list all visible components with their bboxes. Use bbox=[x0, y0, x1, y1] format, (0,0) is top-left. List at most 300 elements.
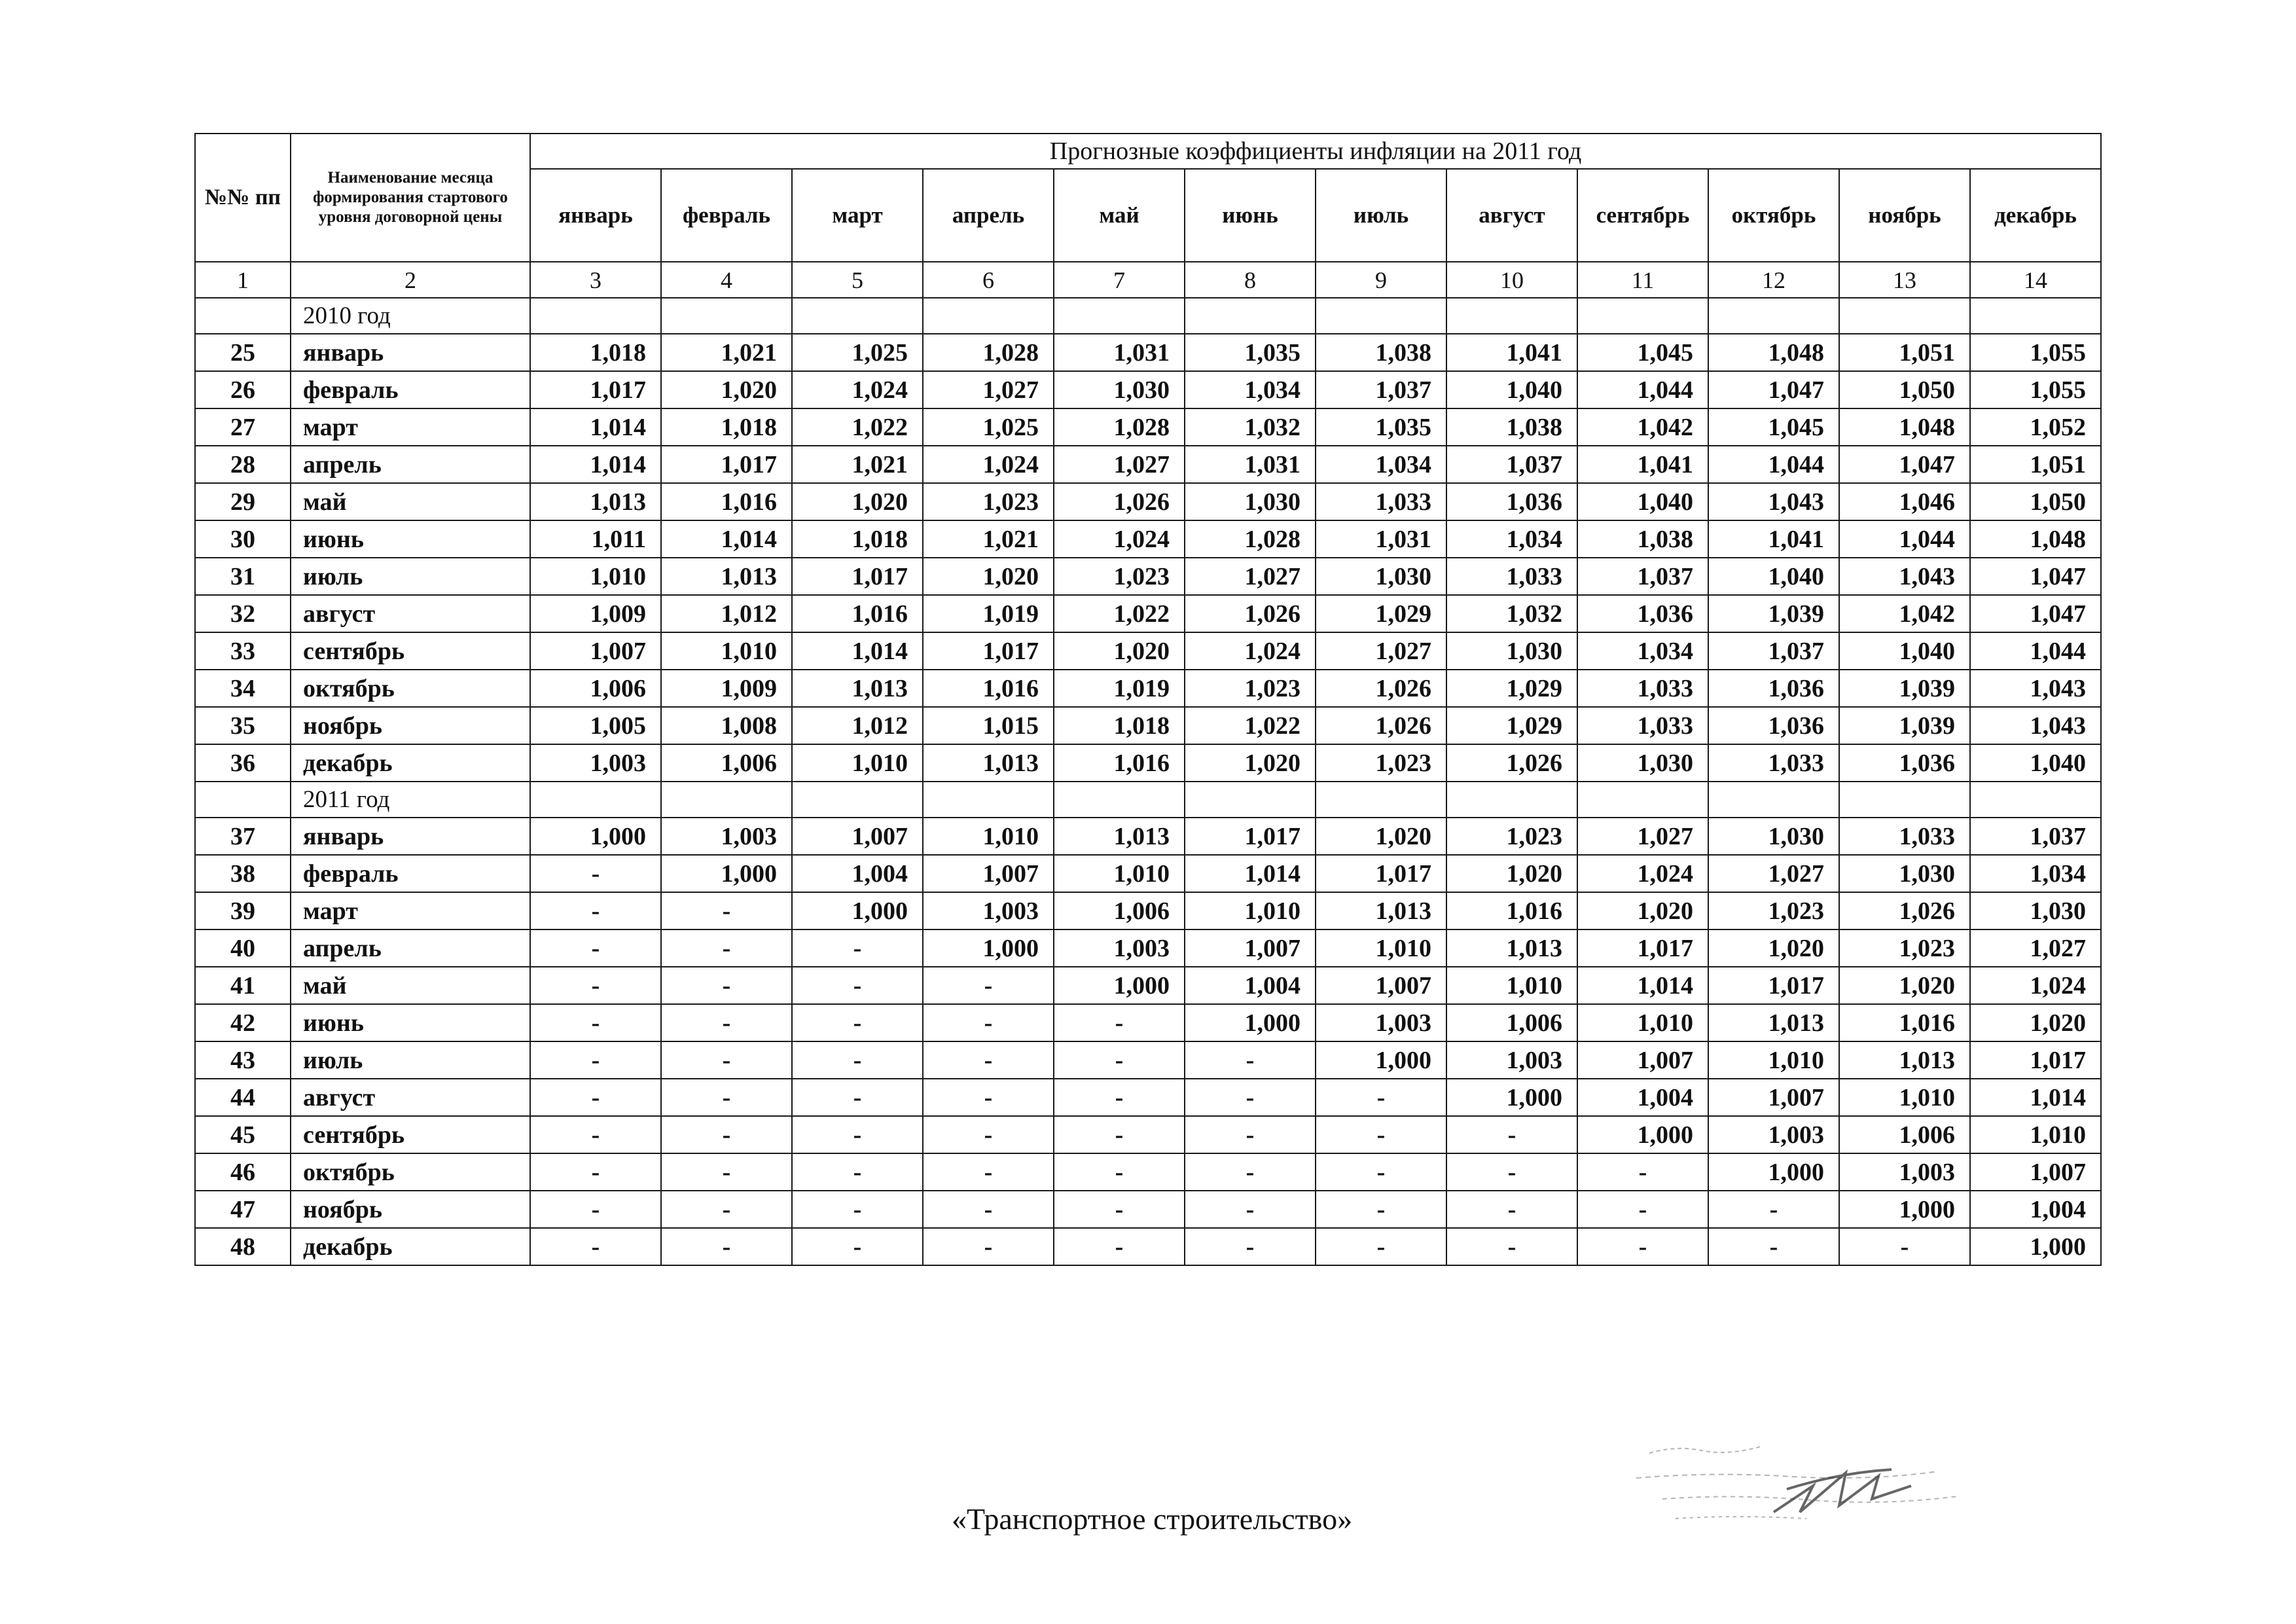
coefficient-cell: - bbox=[1316, 1153, 1446, 1191]
coefficient-cell: - bbox=[792, 1041, 923, 1079]
coefficient-cell: 1,038 bbox=[1316, 334, 1446, 371]
table-row bbox=[195, 744, 2101, 782]
coefficient-cell: - bbox=[661, 929, 792, 967]
coefficient-cell: 1,000 bbox=[1708, 1153, 1839, 1191]
coefficient-cell: 1,022 bbox=[1054, 595, 1185, 632]
coefficient-cell: 1,010 bbox=[1054, 855, 1185, 892]
coefficient-cell: 1,032 bbox=[1185, 408, 1316, 446]
coefficient-cell: 1,037 bbox=[1446, 446, 1577, 483]
coefficient-cell: - bbox=[1054, 1079, 1185, 1116]
coefficient-cell: 1,027 bbox=[1577, 818, 1708, 855]
coefficient-cell: 1,017 bbox=[1577, 929, 1708, 967]
coefficient-cell: - bbox=[1708, 1228, 1839, 1265]
coefficient-cell: 1,027 bbox=[1970, 929, 2101, 967]
coefficient-cell: 1,000 bbox=[923, 929, 1054, 967]
coefficient-cell: - bbox=[792, 1228, 923, 1265]
row-number: 37 bbox=[195, 818, 291, 855]
month-header-11: ноябрь bbox=[1839, 169, 1970, 262]
coefficient-cell: - bbox=[1446, 1228, 1577, 1265]
coefficient-cell: 1,026 bbox=[1446, 744, 1577, 782]
coefficient-cell: 1,020 bbox=[1970, 1004, 2101, 1041]
coefficient-cell: - bbox=[530, 1004, 661, 1041]
coefficient-cell: 1,020 bbox=[661, 371, 792, 408]
coefficient-cell: - bbox=[1054, 1041, 1185, 1079]
coefficient-cell: 1,051 bbox=[1970, 446, 2101, 483]
coefficient-cell: - bbox=[1316, 1116, 1446, 1153]
row-month-name: июль bbox=[291, 1041, 530, 1079]
coefficient-cell: 1,007 bbox=[1185, 929, 1316, 967]
row-number: 35 bbox=[195, 707, 291, 744]
table-row bbox=[195, 1041, 2101, 1079]
coefficient-cell: - bbox=[1185, 1079, 1316, 1116]
column-number-cell: 10 bbox=[1446, 262, 1577, 298]
row-month-name: февраль bbox=[291, 371, 530, 408]
coefficient-cell: 1,047 bbox=[1970, 595, 2101, 632]
coefficient-cell: 1,030 bbox=[1970, 892, 2101, 929]
coefficient-cell: 1,038 bbox=[1446, 408, 1577, 446]
coefficient-cell: - bbox=[1185, 1116, 1316, 1153]
row-month-name: июнь bbox=[291, 520, 530, 558]
coefficient-cell: - bbox=[1577, 1228, 1708, 1265]
year-row-empty-cell bbox=[1839, 298, 1970, 334]
coefficient-cell: 1,019 bbox=[923, 595, 1054, 632]
coefficient-cell: 1,033 bbox=[1577, 670, 1708, 707]
coefficient-cell: 1,015 bbox=[923, 707, 1054, 744]
coefficient-cell: 1,034 bbox=[1970, 855, 2101, 892]
coefficient-cell: 1,043 bbox=[1970, 707, 2101, 744]
coefficient-cell: 1,043 bbox=[1970, 670, 2101, 707]
row-month-name: апрель bbox=[291, 929, 530, 967]
table-row bbox=[195, 670, 2101, 707]
coefficient-cell: 1,003 bbox=[1446, 1041, 1577, 1079]
seal-signature-stamp bbox=[1623, 1427, 2068, 1538]
coefficient-cell: - bbox=[792, 1079, 923, 1116]
coefficient-cell: - bbox=[661, 1228, 792, 1265]
table-row bbox=[195, 483, 2101, 520]
coefficient-cell: 1,029 bbox=[1446, 707, 1577, 744]
year-row-empty-cell bbox=[530, 298, 661, 334]
table-row bbox=[195, 446, 2101, 483]
coefficient-cell: 1,038 bbox=[1577, 520, 1708, 558]
year-row-empty-cell bbox=[1970, 782, 2101, 818]
coefficient-cell: 1,040 bbox=[1708, 558, 1839, 595]
coefficient-cell: 1,010 bbox=[1316, 929, 1446, 967]
column-number-cell: 5 bbox=[792, 262, 923, 298]
coefficient-cell: 1,017 bbox=[1970, 1041, 2101, 1079]
coefficient-cell: 1,026 bbox=[1054, 483, 1185, 520]
coefficient-cell: 1,017 bbox=[1708, 967, 1839, 1004]
coefficient-cell: - bbox=[923, 1228, 1054, 1265]
coefficient-cell: - bbox=[1185, 1153, 1316, 1191]
coefficient-cell: 1,014 bbox=[792, 632, 923, 670]
coefficient-cell: - bbox=[530, 1116, 661, 1153]
coefficient-cell: 1,010 bbox=[923, 818, 1054, 855]
coefficient-cell: 1,041 bbox=[1708, 520, 1839, 558]
row-number: 46 bbox=[195, 1153, 291, 1191]
row-number: 41 bbox=[195, 967, 291, 1004]
coefficient-cell: 1,019 bbox=[1054, 670, 1185, 707]
coefficient-cell: 1,043 bbox=[1708, 483, 1839, 520]
coefficient-cell: 1,007 bbox=[923, 855, 1054, 892]
coefficient-cell: 1,026 bbox=[1185, 595, 1316, 632]
coefficient-cell: 1,034 bbox=[1577, 632, 1708, 670]
row-month-name: июль bbox=[291, 558, 530, 595]
coefficient-cell: 1,018 bbox=[661, 408, 792, 446]
row-number: 47 bbox=[195, 1191, 291, 1228]
coefficient-cell: 1,052 bbox=[1970, 408, 2101, 446]
coefficient-cell: - bbox=[792, 1004, 923, 1041]
coefficient-cell: 1,023 bbox=[1054, 558, 1185, 595]
year-row-empty-cell bbox=[792, 782, 923, 818]
row-number: 28 bbox=[195, 446, 291, 483]
coefficient-cell: 1,028 bbox=[1185, 520, 1316, 558]
month-header-8: август bbox=[1446, 169, 1577, 262]
column-number-cell: 14 bbox=[1970, 262, 2101, 298]
row-month-name: октябрь bbox=[291, 670, 530, 707]
coefficient-cell: 1,042 bbox=[1577, 408, 1708, 446]
coefficient-cell: 1,039 bbox=[1839, 707, 1970, 744]
coefficient-cell: 1,014 bbox=[530, 408, 661, 446]
row-month-name: декабрь bbox=[291, 744, 530, 782]
coefficient-cell: - bbox=[1708, 1191, 1839, 1228]
coefficient-cell: 1,024 bbox=[792, 371, 923, 408]
column-number-cell: 3 bbox=[530, 262, 661, 298]
coefficient-cell: 1,013 bbox=[1708, 1004, 1839, 1041]
coefficient-cell: 1,007 bbox=[1316, 967, 1446, 1004]
coefficient-cell: 1,035 bbox=[1185, 334, 1316, 371]
forecast-title-header: Прогнозные коэффициенты инфляции на 2011 год bbox=[530, 134, 2101, 169]
month-header-4: апрель bbox=[923, 169, 1054, 262]
coefficient-cell: 1,013 bbox=[792, 670, 923, 707]
coefficient-cell: 1,048 bbox=[1839, 408, 1970, 446]
coefficient-cell: 1,017 bbox=[661, 446, 792, 483]
year-row-empty-cell bbox=[1970, 298, 2101, 334]
coefficient-cell: 1,030 bbox=[1839, 855, 1970, 892]
coefficient-cell: 1,037 bbox=[1577, 558, 1708, 595]
row-month-name: май bbox=[291, 967, 530, 1004]
coefficient-cell: - bbox=[1577, 1153, 1708, 1191]
coefficient-cell: 1,005 bbox=[530, 707, 661, 744]
month-header-3: март bbox=[792, 169, 923, 262]
coefficient-cell: 1,000 bbox=[1316, 1041, 1446, 1079]
row-month-name: сентябрь bbox=[291, 1116, 530, 1153]
coefficient-cell: - bbox=[1054, 1116, 1185, 1153]
coefficient-cell: 1,000 bbox=[530, 818, 661, 855]
month-header-2: февраль bbox=[661, 169, 792, 262]
coefficient-cell: 1,008 bbox=[661, 707, 792, 744]
year-row-empty-cell bbox=[1054, 782, 1185, 818]
coefficient-cell: 1,003 bbox=[530, 744, 661, 782]
coefficient-cell: 1,018 bbox=[792, 520, 923, 558]
column-number-cell: 7 bbox=[1054, 262, 1185, 298]
coefficient-cell: 1,030 bbox=[1054, 371, 1185, 408]
row-number: 38 bbox=[195, 855, 291, 892]
row-month-name: июнь bbox=[291, 1004, 530, 1041]
column-number-cell: 9 bbox=[1316, 262, 1446, 298]
coefficient-cell: 1,039 bbox=[1708, 595, 1839, 632]
row-month-name: ноябрь bbox=[291, 1191, 530, 1228]
table-header bbox=[195, 134, 2101, 298]
coefficient-cell: - bbox=[923, 1116, 1054, 1153]
coefficient-cell: - bbox=[1446, 1116, 1577, 1153]
column-number-cell: 12 bbox=[1708, 262, 1839, 298]
coefficient-cell: 1,003 bbox=[1708, 1116, 1839, 1153]
year-row-empty-cell bbox=[1839, 782, 1970, 818]
coefficient-cell: - bbox=[1316, 1079, 1446, 1116]
coefficient-cell: 1,013 bbox=[923, 744, 1054, 782]
coefficient-cell: 1,020 bbox=[1708, 929, 1839, 967]
coefficient-cell: 1,014 bbox=[1970, 1079, 2101, 1116]
coefficient-cell: 1,024 bbox=[1185, 632, 1316, 670]
column-number-cell: 4 bbox=[661, 262, 792, 298]
coefficient-cell: 1,044 bbox=[1708, 446, 1839, 483]
coefficient-cell: 1,027 bbox=[923, 371, 1054, 408]
coefficient-cell: 1,004 bbox=[792, 855, 923, 892]
coefficient-cell: 1,023 bbox=[1708, 892, 1839, 929]
coefficient-cell: 1,023 bbox=[1316, 744, 1446, 782]
coefficient-cell: 1,013 bbox=[1316, 892, 1446, 929]
coefficient-cell: - bbox=[1446, 1153, 1577, 1191]
coefficient-cell: 1,030 bbox=[1708, 818, 1839, 855]
month-header-12: декабрь bbox=[1970, 169, 2101, 262]
coefficient-cell: - bbox=[661, 1079, 792, 1116]
coefficient-cell: 1,016 bbox=[1054, 744, 1185, 782]
inflation-coefficients-table bbox=[194, 133, 2102, 1266]
coefficient-cell: 1,034 bbox=[1446, 520, 1577, 558]
coefficient-cell: - bbox=[661, 892, 792, 929]
coefficient-cell: 1,050 bbox=[1970, 483, 2101, 520]
row-number: 43 bbox=[195, 1041, 291, 1079]
coefficient-cell: 1,011 bbox=[530, 520, 661, 558]
coefficient-cell: 1,006 bbox=[1054, 892, 1185, 929]
coefficient-cell: 1,027 bbox=[1708, 855, 1839, 892]
coefficient-cell: 1,020 bbox=[1446, 855, 1577, 892]
table-row bbox=[195, 707, 2101, 744]
coefficient-cell: - bbox=[792, 1191, 923, 1228]
table-row bbox=[195, 408, 2101, 446]
coefficient-cell: 1,029 bbox=[1316, 595, 1446, 632]
coefficient-cell: - bbox=[1839, 1228, 1970, 1265]
coefficient-cell: - bbox=[661, 1116, 792, 1153]
coefficient-cell: 1,010 bbox=[1708, 1041, 1839, 1079]
month-header-7: июль bbox=[1316, 169, 1446, 262]
table-row bbox=[195, 1004, 2101, 1041]
coefficient-cell: 1,031 bbox=[1054, 334, 1185, 371]
year-row-empty-cell bbox=[1054, 298, 1185, 334]
year-row-empty-cell bbox=[195, 298, 291, 334]
coefficient-cell: 1,016 bbox=[923, 670, 1054, 707]
coefficient-cell: 1,020 bbox=[1185, 744, 1316, 782]
coefficient-cell: 1,010 bbox=[530, 558, 661, 595]
coefficient-cell: 1,031 bbox=[1185, 446, 1316, 483]
row-number: 27 bbox=[195, 408, 291, 446]
coefficient-cell: 1,021 bbox=[661, 334, 792, 371]
coefficient-cell: 1,007 bbox=[792, 818, 923, 855]
coefficient-cell: 1,017 bbox=[1316, 855, 1446, 892]
document-caption: «Транспортное строительство» bbox=[952, 1502, 1353, 1536]
coefficient-cell: - bbox=[923, 1041, 1054, 1079]
coefficient-cell: 1,010 bbox=[1970, 1116, 2101, 1153]
column-number-cell: 8 bbox=[1185, 262, 1316, 298]
coefficient-cell: 1,033 bbox=[1446, 558, 1577, 595]
coefficient-cell: 1,028 bbox=[923, 334, 1054, 371]
table-row bbox=[195, 632, 2101, 670]
coefficient-cell: 1,010 bbox=[1446, 967, 1577, 1004]
coefficient-cell: 1,000 bbox=[1446, 1079, 1577, 1116]
coefficient-cell: - bbox=[1054, 1228, 1185, 1265]
coefficient-cell: - bbox=[792, 967, 923, 1004]
coefficient-cell: - bbox=[1054, 1191, 1185, 1228]
row-number: 29 bbox=[195, 483, 291, 520]
table-row bbox=[195, 1116, 2101, 1153]
coefficient-cell: 1,003 bbox=[1316, 1004, 1446, 1041]
column-number-cell: 2 bbox=[291, 262, 530, 298]
coefficient-cell: - bbox=[530, 855, 661, 892]
coefficient-cell: 1,027 bbox=[1316, 632, 1446, 670]
year-row-empty-cell bbox=[923, 782, 1054, 818]
coefficient-cell: - bbox=[1577, 1191, 1708, 1228]
coefficient-cell: 1,055 bbox=[1970, 334, 2101, 371]
coefficient-cell: 1,047 bbox=[1839, 446, 1970, 483]
coefficient-cell: 1,028 bbox=[1054, 408, 1185, 446]
coefficient-cell: - bbox=[530, 892, 661, 929]
coefficient-cell: 1,048 bbox=[1708, 334, 1839, 371]
table-row bbox=[195, 595, 2101, 632]
coefficient-cell: 1,010 bbox=[1577, 1004, 1708, 1041]
coefficient-cell: 1,014 bbox=[1577, 967, 1708, 1004]
coefficient-cell: - bbox=[923, 1004, 1054, 1041]
coefficient-cell: 1,012 bbox=[661, 595, 792, 632]
year-label: 2011 год bbox=[291, 782, 530, 818]
year-row-empty-cell bbox=[1446, 782, 1577, 818]
coefficient-cell: 1,040 bbox=[1970, 744, 2101, 782]
coefficient-cell: 1,023 bbox=[1839, 929, 1970, 967]
coefficient-cell: - bbox=[1185, 1191, 1316, 1228]
coefficient-cell: 1,029 bbox=[1446, 670, 1577, 707]
coefficient-cell: - bbox=[792, 1116, 923, 1153]
coefficient-cell: - bbox=[1054, 1004, 1185, 1041]
coefficient-cell: - bbox=[1054, 1153, 1185, 1191]
coefficient-cell: 1,006 bbox=[1446, 1004, 1577, 1041]
coefficient-cell: 1,013 bbox=[1054, 818, 1185, 855]
coefficient-cell: - bbox=[530, 1228, 661, 1265]
row-number: 30 bbox=[195, 520, 291, 558]
coefficient-cell: 1,000 bbox=[661, 855, 792, 892]
coefficient-cell: 1,013 bbox=[530, 483, 661, 520]
coefficient-cell: 1,020 bbox=[1316, 818, 1446, 855]
coefficient-cell: 1,036 bbox=[1446, 483, 1577, 520]
coefficient-cell: 1,014 bbox=[530, 446, 661, 483]
coefficient-cell: - bbox=[792, 929, 923, 967]
coefficient-cell: - bbox=[923, 1079, 1054, 1116]
coefficient-cell: - bbox=[661, 1004, 792, 1041]
coefficient-cell: - bbox=[1185, 1041, 1316, 1079]
coefficient-cell: 1,003 bbox=[923, 892, 1054, 929]
row-number: 44 bbox=[195, 1079, 291, 1116]
coefficient-cell: 1,030 bbox=[1446, 632, 1577, 670]
coefficient-cell: 1,036 bbox=[1839, 744, 1970, 782]
coefficient-cell: - bbox=[530, 1079, 661, 1116]
coefficient-cell: 1,020 bbox=[792, 483, 923, 520]
column-number-header: №№ пп bbox=[195, 134, 291, 262]
coefficient-cell: 1,021 bbox=[792, 446, 923, 483]
coefficient-cell: 1,016 bbox=[661, 483, 792, 520]
row-month-name: август bbox=[291, 1079, 530, 1116]
row-number: 34 bbox=[195, 670, 291, 707]
coefficient-cell: - bbox=[661, 1191, 792, 1228]
year-row-empty-cell bbox=[661, 782, 792, 818]
coefficient-cell: 1,003 bbox=[1054, 929, 1185, 967]
coefficient-cell: - bbox=[1316, 1191, 1446, 1228]
coefficient-cell: 1,048 bbox=[1970, 520, 2101, 558]
coefficient-cell: 1,004 bbox=[1185, 967, 1316, 1004]
coefficient-cell: 1,000 bbox=[1970, 1228, 2101, 1265]
coefficient-cell: 1,020 bbox=[1054, 632, 1185, 670]
coefficient-cell: 1,026 bbox=[1316, 670, 1446, 707]
coefficient-cell: 1,000 bbox=[1839, 1191, 1970, 1228]
row-month-name: октябрь bbox=[291, 1153, 530, 1191]
coefficient-cell: 1,006 bbox=[661, 744, 792, 782]
coefficient-cell: 1,055 bbox=[1970, 371, 2101, 408]
coefficient-cell: 1,006 bbox=[530, 670, 661, 707]
row-number: 45 bbox=[195, 1116, 291, 1153]
column-numbers-row bbox=[195, 262, 2101, 298]
coefficient-cell: 1,010 bbox=[661, 632, 792, 670]
coefficient-cell: 1,036 bbox=[1577, 595, 1708, 632]
month-header-6: июнь bbox=[1185, 169, 1316, 262]
coefficient-cell: - bbox=[661, 1153, 792, 1191]
table-row bbox=[195, 371, 2101, 408]
coefficient-cell: 1,017 bbox=[1185, 818, 1316, 855]
coefficient-cell: 1,017 bbox=[923, 632, 1054, 670]
coefficient-cell: 1,004 bbox=[1577, 1079, 1708, 1116]
coefficient-cell: - bbox=[530, 967, 661, 1004]
coefficient-cell: - bbox=[923, 1191, 1054, 1228]
table-row bbox=[195, 855, 2101, 892]
coefficient-cell: - bbox=[530, 1041, 661, 1079]
year-row-empty-cell bbox=[1708, 298, 1839, 334]
coefficient-cell: 1,027 bbox=[1054, 446, 1185, 483]
coefficient-cell: 1,026 bbox=[1316, 707, 1446, 744]
coefficient-cell: 1,010 bbox=[1185, 892, 1316, 929]
year-row-empty-cell bbox=[1316, 298, 1446, 334]
coefficient-cell: 1,023 bbox=[1185, 670, 1316, 707]
coefficient-cell: 1,017 bbox=[792, 558, 923, 595]
table-row bbox=[195, 1153, 2101, 1191]
coefficient-cell: 1,023 bbox=[1446, 818, 1577, 855]
coefficient-cell: 1,040 bbox=[1839, 632, 1970, 670]
year-row-empty-cell bbox=[923, 298, 1054, 334]
coefficient-cell: 1,007 bbox=[1970, 1153, 2101, 1191]
row-month-name: январь bbox=[291, 818, 530, 855]
coefficient-cell: 1,020 bbox=[1839, 967, 1970, 1004]
coefficient-cell: 1,000 bbox=[1577, 1116, 1708, 1153]
coefficient-cell: 1,026 bbox=[1839, 892, 1970, 929]
coefficient-cell: 1,013 bbox=[1839, 1041, 1970, 1079]
row-month-name: сентябрь bbox=[291, 632, 530, 670]
coefficient-cell: 1,030 bbox=[1577, 744, 1708, 782]
coefficient-cell: 1,043 bbox=[1839, 558, 1970, 595]
coefficient-cell: 1,039 bbox=[1839, 670, 1970, 707]
year-row-empty-cell bbox=[1446, 298, 1577, 334]
coefficient-cell: 1,041 bbox=[1446, 334, 1577, 371]
coefficient-cell: 1,035 bbox=[1316, 408, 1446, 446]
year-row-empty-cell bbox=[530, 782, 661, 818]
coefficient-cell: 1,045 bbox=[1577, 334, 1708, 371]
row-number: 40 bbox=[195, 929, 291, 967]
coefficient-cell: 1,036 bbox=[1708, 670, 1839, 707]
row-month-name: март bbox=[291, 892, 530, 929]
